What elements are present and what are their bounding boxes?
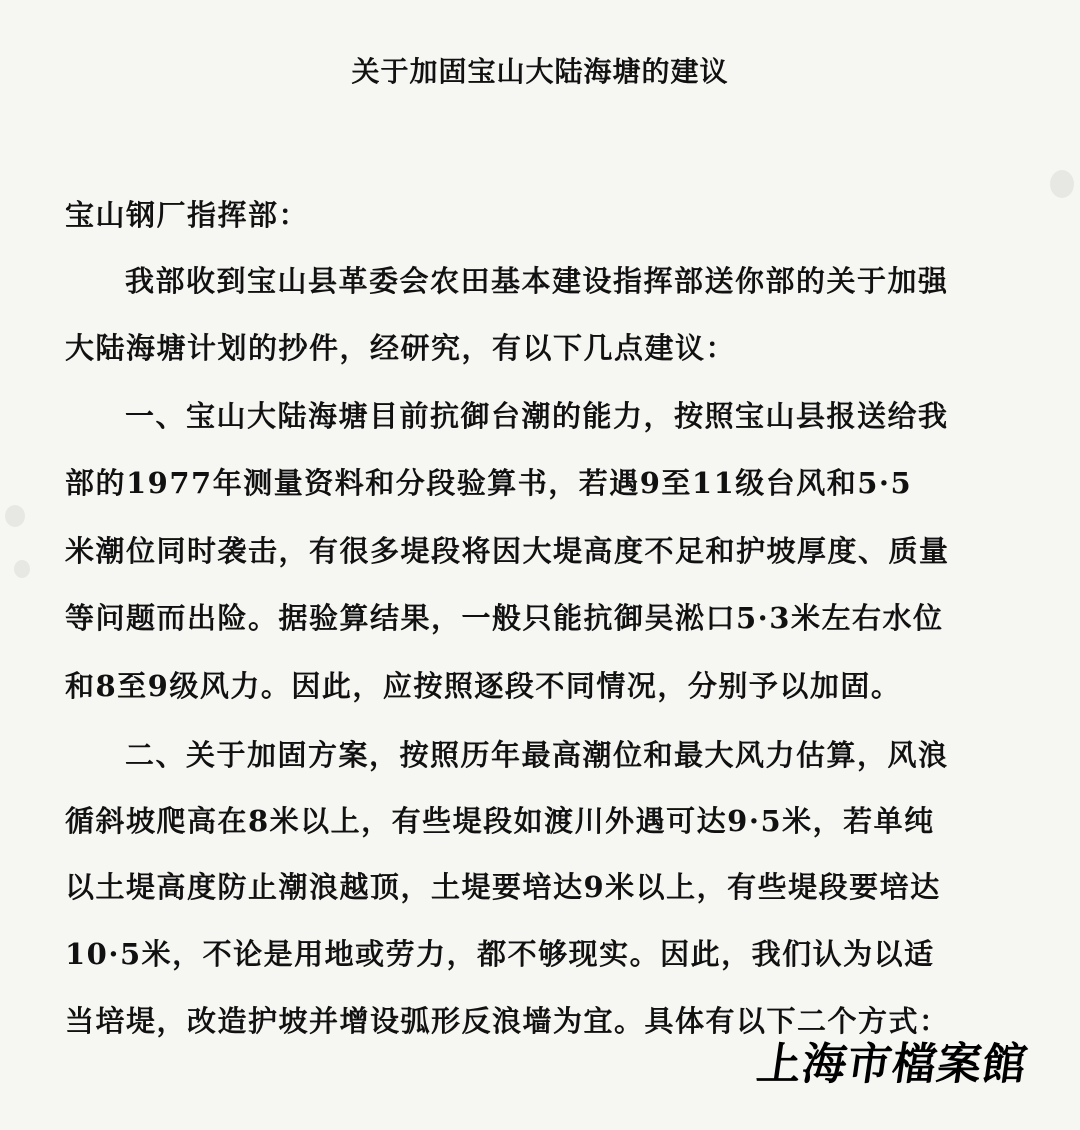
paper-smudge [5,505,25,527]
body-line-2: 大陆海塘计划的抄件，经研究，有以下几点建议： [65,331,737,365]
paper-smudge [14,560,30,578]
body-line-5: 米潮位同时袭击，有很多堤段将因大堤高度不足和护坡厚度、质量 [65,534,950,568]
paper-smudge [1050,170,1074,198]
archive-watermark: 上海市檔案館 [753,1039,1031,1090]
body-line-12: 当培堤，改造护坡并增设弧形反浪墙为宜。具体有以下二个方式： [65,1004,950,1038]
body-line-1: 我部收到宝山县革委会农田基本建设指挥部送你部的关于加强 [125,264,949,298]
salutation: 宝山钢厂指挥部： [65,198,310,232]
body-line-6: 等问题而出险。据验算结果，一般只能抗御吴淞口5·3米左右水位 [65,601,944,635]
document-title: 关于加固宝山大陆海塘的建议 [351,55,729,88]
body-line-4: 部的1977年测量资料和分段验算书，若遇9至11级台风和5·5 [65,466,913,500]
body-line-8: 二、关于加固方案，按照历年最高潮位和最大风力估算，风浪 [125,738,949,772]
body-line-10: 以土堤高度防止潮浪越顶，土堤要培达9米以上，有些堤段要培达 [65,870,941,904]
body-line-7: 和8至9级风力。因此，应按照逐段不同情况，分别予以加固。 [65,669,902,703]
body-line-11: 10·5米，不论是用地或劳力，都不够现实。因此，我们认为以适 [65,937,935,971]
body-line-9: 循斜坡爬高在8米以上，有些堤段如渡川外遇可达9·5米，若单纯 [65,804,935,838]
body-line-3: 一、宝山大陆海塘目前抗御台潮的能力，按照宝山县报送给我 [125,399,949,433]
